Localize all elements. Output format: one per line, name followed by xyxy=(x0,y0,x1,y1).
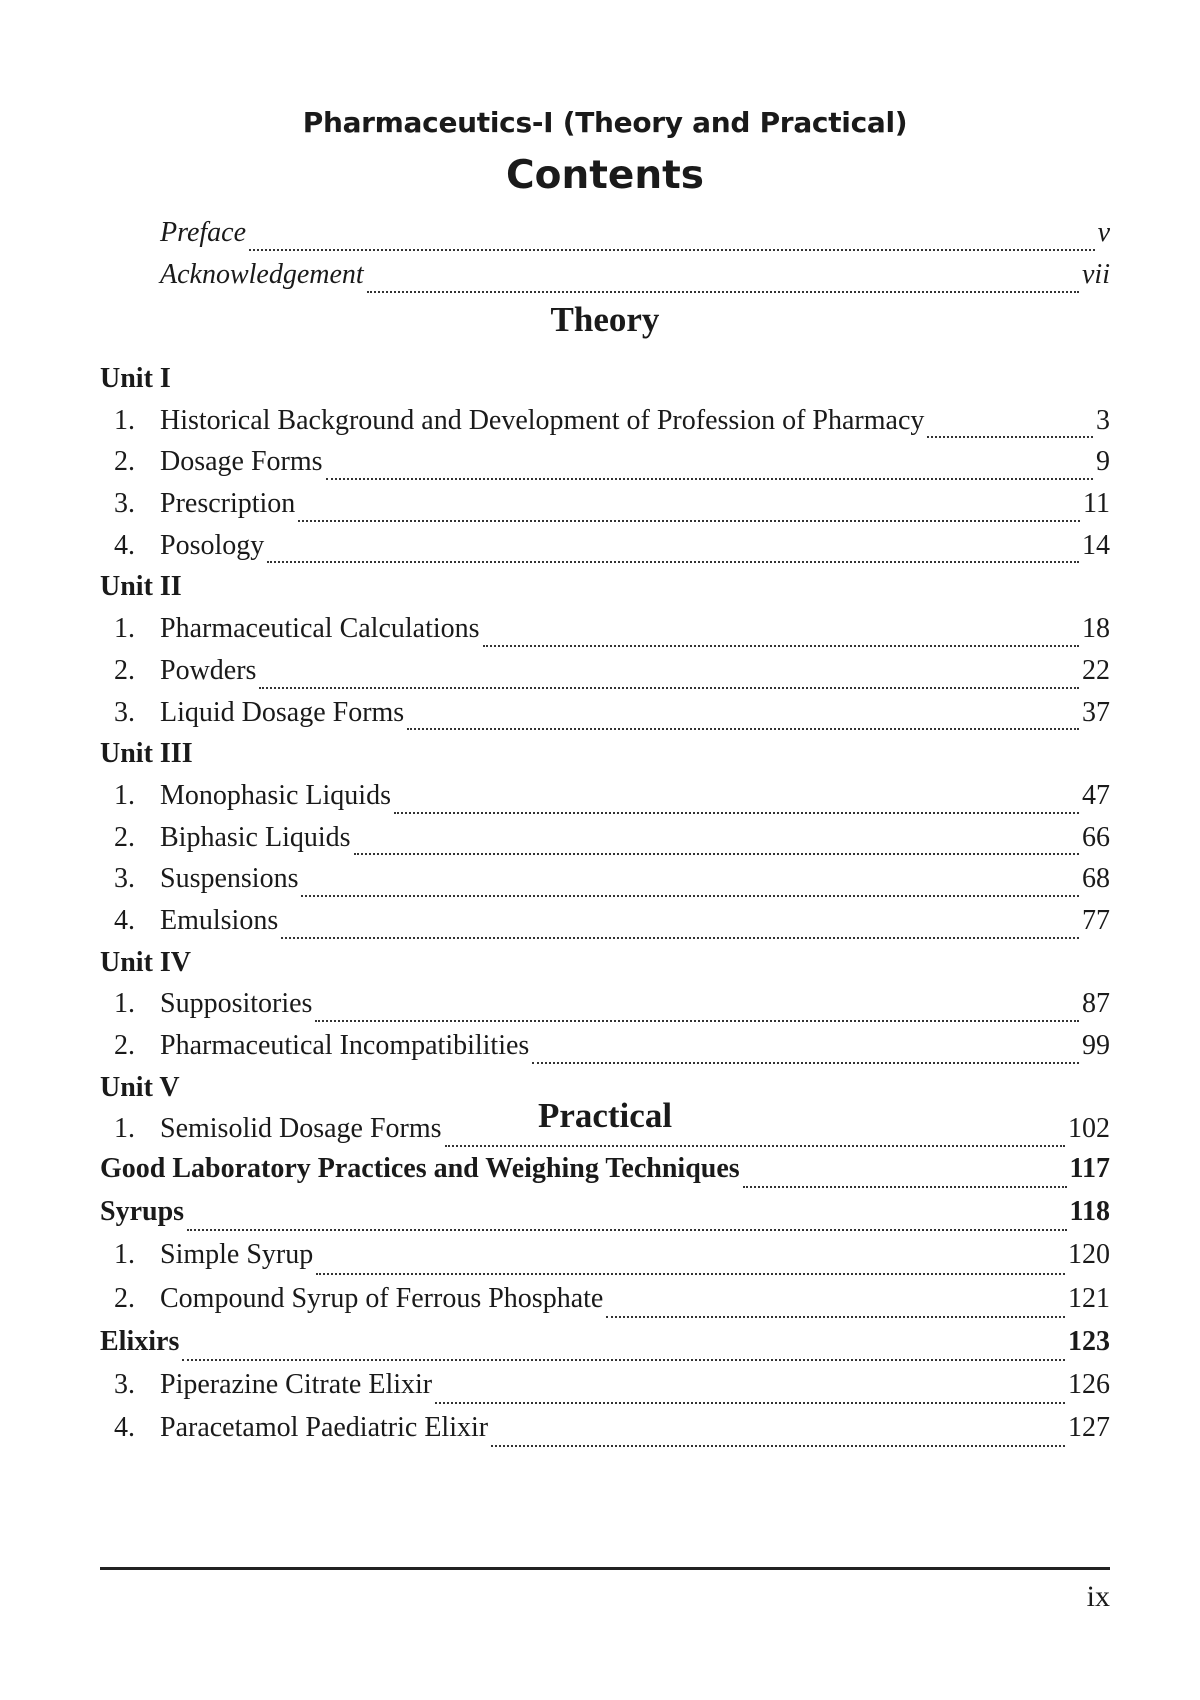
practical-entry xyxy=(100,1412,1110,1455)
entry-page: v xyxy=(1097,217,1110,248)
entry-title: Good Laboratory Practices and Weighing Techniques xyxy=(100,1153,740,1184)
page-folio: ix xyxy=(1086,1580,1110,1613)
chapter-number: 1. xyxy=(114,613,135,645)
entry-number: 2. xyxy=(114,1282,135,1314)
chapter-number: 3. xyxy=(114,696,135,728)
chapter-number: 2. xyxy=(114,654,135,686)
chapter-title: Liquid Dosage Forms xyxy=(160,696,405,728)
entry-title: Piperazine Citrate Elixir xyxy=(160,1368,433,1400)
chapter-entry xyxy=(100,446,1110,488)
dot-leader xyxy=(316,1272,1065,1275)
entry-page: 118 xyxy=(1069,1196,1110,1228)
dot-leader xyxy=(187,1228,1066,1231)
book-title: Pharmaceutics-I (Theory and Practical) xyxy=(302,106,908,139)
footer-rule xyxy=(100,1567,1110,1570)
dot-leader xyxy=(927,435,1093,438)
entry-page: 123 xyxy=(1068,1325,1110,1357)
practical-entry xyxy=(100,1153,1110,1196)
dot-leader xyxy=(267,560,1079,563)
dot-leader xyxy=(249,248,1095,251)
chapter-entry xyxy=(100,1030,1110,1072)
dot-leader xyxy=(606,1315,1065,1318)
chapter-page: 11 xyxy=(1083,488,1110,520)
dot-leader xyxy=(259,686,1079,689)
contents-heading: Contents xyxy=(506,153,704,198)
chapter-entry xyxy=(100,613,1110,655)
chapter-page: 3 xyxy=(1096,404,1110,436)
dot-leader xyxy=(354,852,1079,855)
dot-leader xyxy=(315,1019,1079,1022)
dot-leader xyxy=(281,936,1079,939)
chapter-number: 2. xyxy=(114,821,135,853)
entry-number: 1. xyxy=(114,1239,135,1271)
chapter-number: 1. xyxy=(114,404,135,436)
chapter-number: 3. xyxy=(114,863,135,895)
dot-leader xyxy=(743,1185,1067,1188)
dot-leader xyxy=(407,727,1079,730)
dot-leader xyxy=(532,1061,1079,1064)
chapter-number: 3. xyxy=(114,488,135,520)
entry-title: Acknowledgement xyxy=(160,259,364,290)
dot-leader xyxy=(483,644,1079,647)
entry-page: 120 xyxy=(1068,1239,1110,1271)
chapter-number: 1. xyxy=(114,988,135,1020)
practical-entry xyxy=(100,1239,1110,1282)
unit-heading: Unit II xyxy=(100,571,182,603)
dot-leader xyxy=(367,290,1079,293)
chapter-title: Suspensions xyxy=(160,863,299,895)
practical-list xyxy=(100,1153,1110,1455)
entry-title: Preface xyxy=(160,217,247,248)
chapter-entry xyxy=(100,655,1110,697)
chapter-number: 2. xyxy=(114,1030,135,1061)
chapter-title: Pharmaceutical Calculations xyxy=(160,613,480,645)
unit-heading: Unit IV xyxy=(100,946,192,978)
chapter-page: 102 xyxy=(1068,1113,1110,1145)
chapter-title: Suppositories xyxy=(160,988,313,1020)
dot-leader xyxy=(445,1144,1065,1147)
entry-number: 4. xyxy=(114,1412,135,1444)
chapter-title: Dosage Forms xyxy=(160,446,323,478)
chapter-number: 1. xyxy=(114,779,135,811)
dot-leader xyxy=(491,1444,1065,1447)
chapter-entry xyxy=(100,488,1110,530)
front-matter-entry xyxy=(160,259,1110,301)
practical-entry xyxy=(100,1196,1110,1239)
chapter-page: 14 xyxy=(1082,529,1110,561)
contents-page xyxy=(100,0,1110,1700)
theory-list xyxy=(100,363,1110,1155)
dot-leader xyxy=(326,477,1093,480)
chapter-number: 4. xyxy=(114,904,135,936)
chapter-page: 47 xyxy=(1082,779,1110,811)
chapter-entry xyxy=(100,405,1110,447)
entry-page: vii xyxy=(1082,259,1110,290)
chapter-title: Semisolid Dosage Forms xyxy=(160,1113,442,1145)
entry-page: 127 xyxy=(1068,1412,1110,1444)
chapter-page: 9 xyxy=(1096,446,1110,478)
chapter-title: Biphasic Liquids xyxy=(160,821,351,853)
chapter-number: 1. xyxy=(114,1113,135,1145)
chapter-page: 68 xyxy=(1082,863,1110,895)
practical-heading: Practical xyxy=(537,1096,673,1135)
chapter-entry xyxy=(100,905,1110,947)
dot-leader xyxy=(435,1401,1065,1404)
chapter-title: Posology xyxy=(160,529,265,561)
chapter-entry xyxy=(100,530,1110,572)
chapter-entry xyxy=(100,863,1110,905)
practical-entry xyxy=(100,1369,1110,1412)
entry-page: 121 xyxy=(1068,1282,1110,1314)
chapter-page: 87 xyxy=(1082,988,1110,1020)
chapter-page: 66 xyxy=(1082,821,1110,853)
chapter-entry xyxy=(100,780,1110,822)
chapter-page: 77 xyxy=(1082,904,1110,936)
entry-title: Simple Syrup xyxy=(160,1239,314,1271)
entry-title: Elixirs xyxy=(100,1325,180,1357)
entry-page: 126 xyxy=(1068,1368,1110,1400)
entry-number: 3. xyxy=(114,1368,135,1400)
chapter-page: 37 xyxy=(1082,696,1110,728)
chapter-entry xyxy=(100,988,1110,1030)
dot-leader xyxy=(298,519,1080,522)
dot-leader xyxy=(182,1358,1065,1361)
chapter-title: Monophasic Liquids xyxy=(160,779,391,811)
practical-entry xyxy=(100,1326,1110,1369)
unit-heading: Unit III xyxy=(100,738,193,770)
unit-heading: Unit I xyxy=(100,363,171,394)
chapter-entry xyxy=(100,822,1110,864)
chapter-entry xyxy=(100,697,1110,739)
dot-leader xyxy=(301,894,1079,897)
front-matter-list xyxy=(160,217,1110,301)
chapter-title: Prescription xyxy=(160,488,296,520)
chapter-page: 99 xyxy=(1082,1030,1110,1061)
entry-title: Syrups xyxy=(100,1196,185,1228)
front-matter-entry xyxy=(160,217,1110,259)
chapter-title: Powders xyxy=(160,654,257,686)
dot-leader xyxy=(394,811,1079,814)
chapter-title: Emulsions xyxy=(160,904,279,936)
chapter-number: 4. xyxy=(114,529,135,561)
chapter-title: Historical Background and Development of Profession of Pharmacy xyxy=(160,404,925,436)
chapter-title: Pharmaceutical Incompatibilities xyxy=(160,1030,530,1061)
practical-entry xyxy=(100,1283,1110,1326)
theory-heading: Theory xyxy=(550,300,660,339)
chapter-page: 22 xyxy=(1082,654,1110,686)
entry-page: 117 xyxy=(1069,1153,1110,1184)
chapter-page: 18 xyxy=(1082,613,1110,645)
entry-title: Compound Syrup of Ferrous Phosphate xyxy=(160,1282,604,1314)
entry-title: Paracetamol Paediatric Elixir xyxy=(160,1412,489,1444)
unit-heading: Unit V xyxy=(100,1071,180,1103)
chapter-number: 2. xyxy=(114,446,135,478)
